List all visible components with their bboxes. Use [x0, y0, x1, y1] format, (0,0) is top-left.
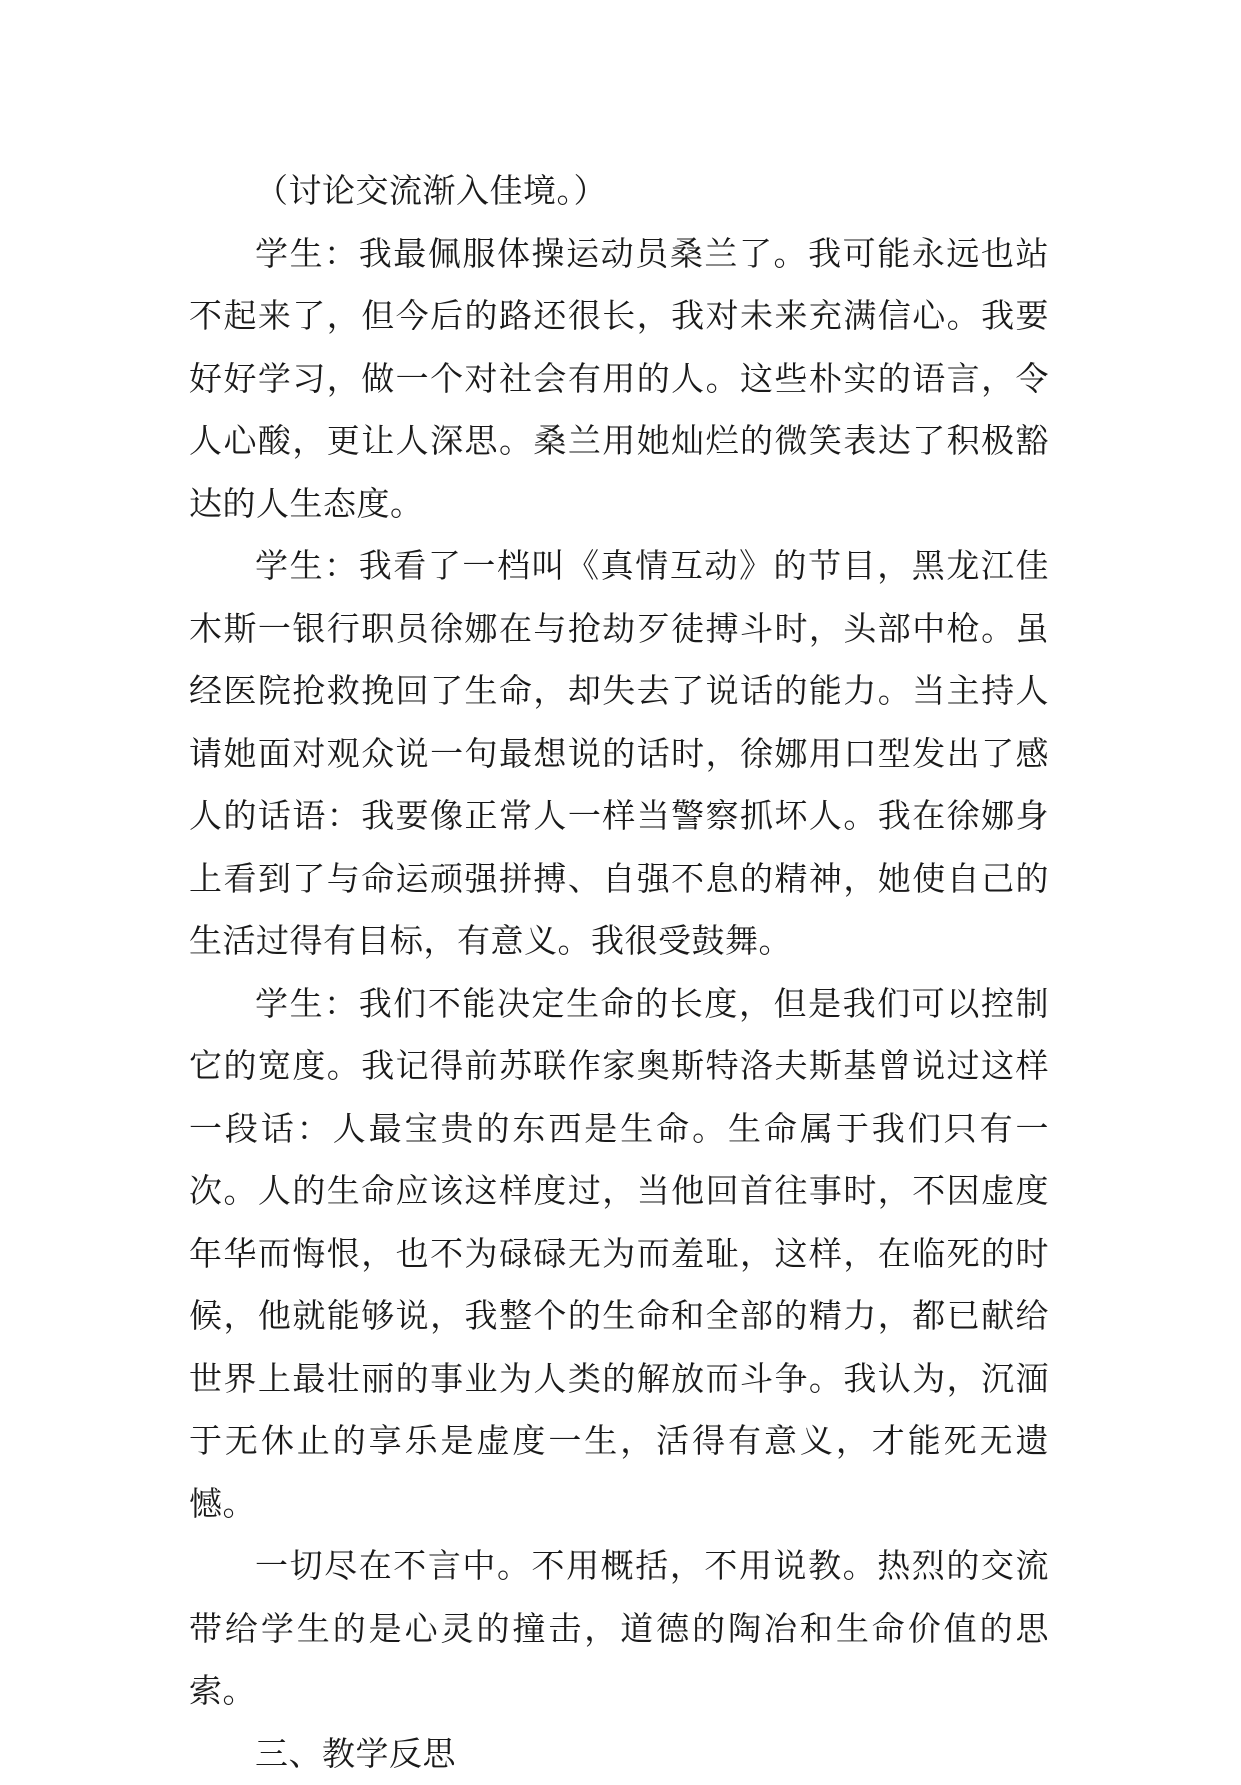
paragraph-ostrovsky: 学生：我们不能决定生命的长度，但是我们可以控制它的宽度。我记得前苏联作家奥斯特洛夫斯基曾说过这样一段话：人最宝贵的东西是生命。生命属于我们只有一次。人的生命应该这样度过，当他回首往事时，不因虚度年华而悔恨，也不为碌碌无为而羞耻，这样，在临死的时候，他就能够说，我整个的生命和全部的精力，都已献给世界上最壮丽的事业为人类的解放而斗争。我认为，沉湎于无休止的享乐是虚度一生，活得有意义，才能死无遗憾。 [189, 973, 1049, 1536]
paragraph-summary: 一切尽在不言中。不用概括，不用说教。热烈的交流带给学生的是心灵的撞击，道德的陶冶和生命价值的思索。 [189, 1535, 1049, 1723]
body-text [189, 160, 1049, 1785]
paragraph-sang-lan: 学生：我最佩服体操运动员桑兰了。我可能永远也站不起来了，但今后的路还很长，我对未来充满信心。我要好好学习，做一个对社会有用的人。这些朴实的语言，令人心酸，更让人深思。桑兰用她灿烂的微笑表达了积极豁达的人生态度。 [189, 223, 1049, 536]
paragraph-xu-na: 学生：我看了一档叫《真情互动》的节目，黑龙江佳木斯一银行职员徐娜在与抢劫歹徒搏斗时，头部中枪。虽经医院抢救挽回了生命，却失去了说话的能力。当主持人请她面对观众说一句最想说的话时，徐娜用口型发出了感人的话语：我要像正常人一样当警察抓坏人。我在徐娜身上看到了与命运顽强拼搏、自强不息的精神，她使自己的生活过得有目标，有意义。我很受鼓舞。 [189, 535, 1049, 973]
section-heading-reflection: 三、教学反思 [189, 1723, 1049, 1785]
paragraph-discussion-note: （讨论交流渐入佳境。） [189, 160, 1049, 223]
